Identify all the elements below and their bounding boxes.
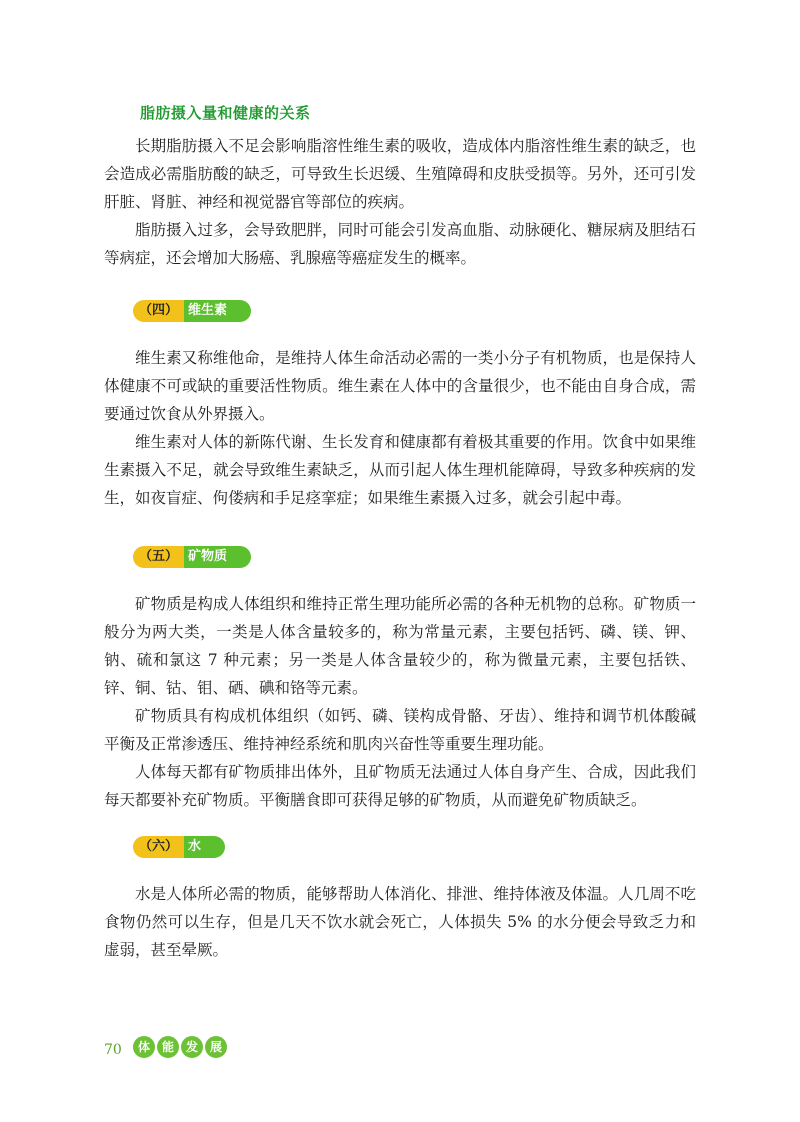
mineral-section-title: 矿物质 [184,546,251,568]
fat-paragraph-2: 脂肪摄入过多，会导致肥胖，同时可能会引发高血脂、动脉硬化、糖尿病及胆结石等病症，还会增加大肠癌、乳腺癌等癌症发生的概率。 [104,221,696,267]
mineral-paragraph-1: 矿物质是构成人体组织和维持正常生理功能所必需的各种无机物的总称。矿物质一般分为两大类，一类是人体含量较多的，称为常量元素，主要包括钙、磷、镁、钾、钠、硫和氯这 7 种元素；另一类是人体含量较少的，称为微量元素，主要包括铁、锌、铜、钴、钼、硒、碘和铬等元素。 [104,595,696,697]
water-section-title: 水 [184,836,225,858]
fat-paragraph-1: 长期脂肪摄入不足会影响脂溶性维生素的吸收，造成体内脂溶性维生素的缺乏，也会造成必需脂肪酸的缺乏，可导致生长迟缓、生殖障碍和皮肤受损等。另外，还可引发肝脏、肾脏、神经和视觉器官等部位的疾病。 [104,137,696,211]
vitamin-section-badge [133,300,251,322]
logo-char: 能 [157,1036,179,1058]
mineral-paragraph-3: 人体每天都有矿物质排出体外，且矿物质无法通过人体自身产生、合成，因此我们每天都要补充矿物质。平衡膳食即可获得足够的矿物质，从而避免矿物质缺乏。 [104,763,696,809]
logo-char: 体 [133,1036,155,1058]
vitamin-paragraph-1: 维生素又称维他命，是维持人体生命活动必需的一类小分子有机物质，也是保持人体健康不可或缺的重要活性物质。维生素在人体中的含量很少，也不能由自身合成，需要通过饮食从外界摄入。 [104,349,696,423]
mineral-paragraph-2: 矿物质具有构成机体组织（如钙、磷、镁构成骨骼、牙齿）、维持和调节机体酸碱平衡及正常渗透压、维持神经系统和肌肉兴奋性等重要生理功能。 [104,707,696,753]
mineral-section-badge [133,546,251,568]
vitamin-section-title: 维生素 [184,300,251,322]
vitamin-paragraph-2: 维生素对人体的新陈代谢、生长发育和健康都有着极其重要的作用。饮食中如果维生素摄入不足，就会导致维生素缺乏，从而引起人体生理机能障碍，导致多种疾病的发生，如夜盲症、佝偻病和手足痉挛症；如果维生素摄入过多，就会引起中毒。 [104,433,696,507]
fat-subheading: 脂肪摄入量和健康的关系 [140,104,311,122]
water-section-badge [133,836,225,858]
water-section-number: （六） [133,836,184,858]
vitamin-section-number: （四） [133,300,184,322]
book-logo [133,1036,227,1058]
mineral-section-number: （五） [133,546,184,568]
logo-char: 展 [205,1036,227,1058]
page-number: 70 [104,1042,122,1058]
water-paragraph-1: 水是人体所必需的物质，能够帮助人体消化、排泄、维持体液及体温。人几周不吃食物仍然可以生存，但是几天不饮水就会死亡，人体损失 5% 的水分便会导致乏力和虚弱，甚至晕厥。 [104,885,696,959]
logo-char: 发 [181,1036,203,1058]
